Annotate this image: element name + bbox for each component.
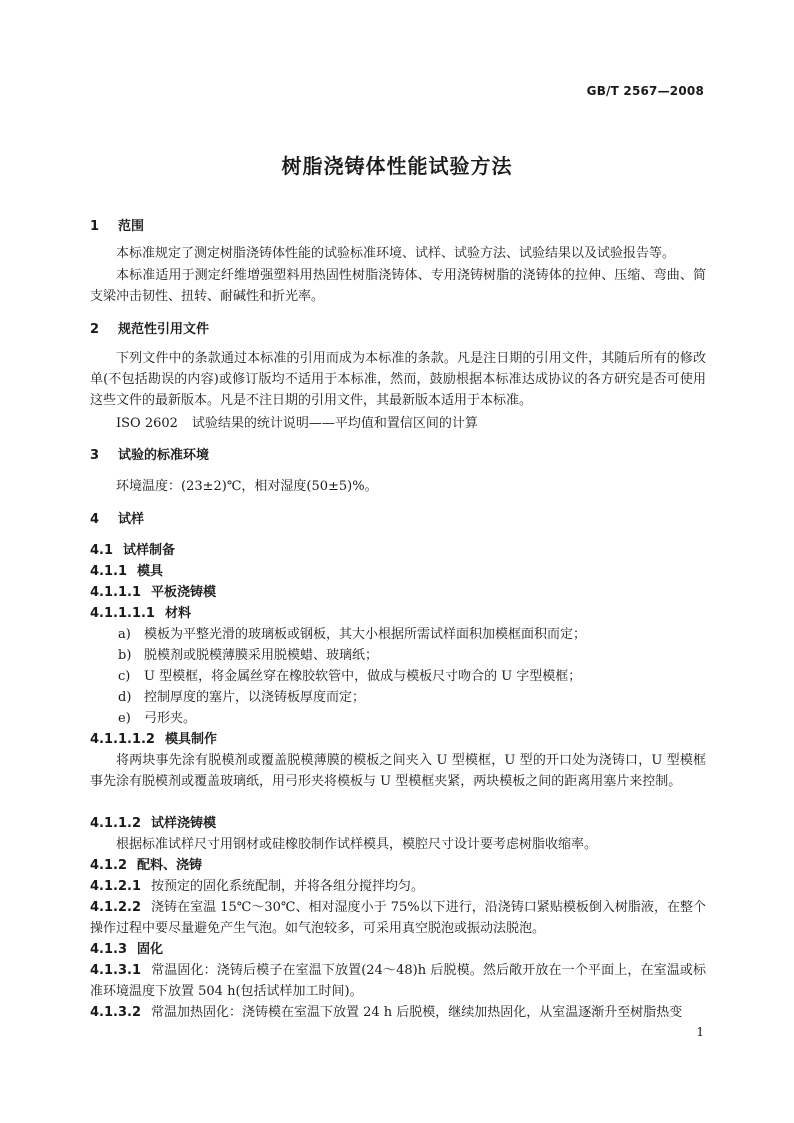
clause-number: 4.1.3.2 (90, 1005, 141, 1020)
clause-title: 配料、浇铸 (137, 858, 203, 873)
list-text: U 型模框，将金属丝穿在橡胶软管中，做成与模板尺寸吻合的 U 字型模框； (144, 669, 582, 684)
heading-4-1-1 (90, 561, 706, 582)
list-item (118, 708, 196, 729)
heading-4-1 (90, 540, 706, 561)
clause-4-1-2-1 (90, 876, 706, 897)
clause-number: 4.1.2.1 (90, 879, 141, 894)
heading-4-1-1-2 (90, 813, 706, 834)
list-text: 弓形夹。 (144, 711, 197, 726)
list-marker: e) (118, 711, 131, 726)
clause-number: 4.1.2.2 (90, 900, 141, 915)
section-title: 范围 (118, 219, 145, 234)
section-title: 试样 (118, 512, 145, 527)
document-title: 树脂浇铸体性能试验方法 (281, 154, 513, 178)
clause-text: 常温固化：浇铸后模子在室温下放置(24～48)h 后脱模。然后敞开放在一个平面上，在室温或标准环境温度下放置 504 h(包括试样加工时间)。 (90, 963, 706, 999)
section-1-para-1: 本标准规定了测定树脂浇铸体性能的试验标准环境、试样、试验方法、试验结果以及试验报告等。 (116, 246, 676, 261)
clause-text: 按预定的固化系统配制，并将各组分搅拌均匀。 (151, 879, 425, 894)
list-marker: d) (118, 690, 132, 705)
clause-text: 常温加热固化：浇铸模在室温下放置 24 h 后脱模，继续加热固化，从室温逐渐升至树脂热变 (151, 1005, 683, 1020)
heading-4-1-1-1-2 (90, 729, 706, 750)
section-1-para-2: 本标准适用于测定纤维增强塑料用热固性树脂浇铸体、专用浇铸树脂的浇铸体的拉伸、压缩、弯曲、简支梁冲击韧性、扭转、耐碱性和折光率。 (90, 268, 706, 304)
sample-mold-para: 根据标准试样尺寸用钢材或硅橡胶制作试样模具，模腔尺寸设计要考虑树脂收缩率。 (116, 837, 598, 852)
standard-number: GB/T 2567—2008 (586, 84, 704, 98)
section-number: 3 (90, 448, 100, 463)
clause-number: 4.1.3.1 (90, 963, 141, 978)
list-item (118, 666, 581, 687)
list-item (118, 624, 586, 645)
clause-number: 4.1.1.2 (90, 816, 141, 831)
clause-number: 4.1.1.1 (90, 585, 141, 600)
section-number: 1 (90, 219, 100, 234)
clause-number: 4.1.1.1.1 (90, 606, 155, 621)
clause-title: 模具 (137, 564, 164, 579)
list-marker: b) (118, 648, 132, 663)
section-1-heading (90, 216, 706, 237)
section-number: 2 (90, 322, 100, 337)
list-text: 脱模剂或脱模薄膜采用脱模蜡、玻璃纸； (144, 648, 379, 663)
section-3-heading (90, 445, 706, 466)
heading-4-1-3 (90, 939, 706, 960)
clause-text: 浇铸在室温 15℃～30℃、相对湿度小于 75%以下进行，沿浇铸口紧贴模板倒入树脂液，在整个操作过程中要尽量避免产生气泡。如气泡较多，可采用真空脱泡或振动法脱泡。 (90, 900, 706, 936)
list-marker: a) (118, 627, 131, 642)
section-number: 4 (90, 512, 100, 527)
list-item (118, 645, 378, 666)
clause-number: 4.1 (90, 543, 114, 558)
reference-title: 试验结果的统计说明——平均值和置信区间的计算 (191, 416, 478, 431)
clause-number: 4.1.1.1.2 (90, 732, 155, 747)
clause-4-1-3-2 (90, 1002, 706, 1023)
section-title: 试验的标准环境 (118, 448, 210, 463)
mold-making-para: 将两块事先涂有脱模剂或覆盖脱模薄膜的模板之间夹入 U 型模框，U 型的开口处为浇铸口，U 型模框事先涂有脱模剂或覆盖玻璃纸，用弓形夹将模板与 U 型模框夹紧，两块模板之间的距离用塞片来控制。 (90, 753, 706, 789)
clause-title: 固化 (137, 942, 164, 957)
normative-reference (90, 413, 706, 434)
page-number: 1 (696, 1025, 704, 1039)
clause-number: 4.1.1 (90, 564, 128, 579)
clause-4-1-3-1 (90, 960, 706, 1002)
section-3-para-1: 环境温度：(23±2)℃，相对湿度(50±5)%。 (116, 479, 378, 494)
heading-4-1-1-1 (90, 582, 706, 603)
clause-title: 模具制作 (164, 732, 217, 747)
list-text: 模板为平整光滑的玻璃板或钢板，其大小根据所需试样面积加模框面积而定； (144, 627, 587, 642)
clause-number: 4.1.3 (90, 942, 128, 957)
clause-4-1-2-2 (90, 897, 706, 939)
clause-number: 4.1.2 (90, 858, 128, 873)
heading-4-1-1-1-1 (90, 603, 706, 624)
list-text: 控制厚度的塞片，以浇铸板厚度而定； (144, 690, 366, 705)
heading-4-1-2 (90, 855, 706, 876)
section-2-heading (90, 319, 706, 340)
section-2-para-1: 下列文件中的条款通过本标准的引用而成为本标准的条款。凡是注日期的引用文件，其随后所有的修改单(不包括勘误的内容)或修订版均不适用于本标准，然而，鼓励根据本标准达成协议的各方研究是否可使用这些文件的最新版本。凡是不注日期的引用文件，其最新版本适用于本标准。 (90, 351, 706, 408)
reference-code: ISO 2602 (116, 416, 178, 431)
list-item (118, 687, 365, 708)
clause-title: 试样浇铸模 (151, 816, 217, 831)
section-4-heading (90, 509, 706, 530)
list-marker: c) (118, 669, 131, 684)
section-title: 规范性引用文件 (118, 322, 210, 337)
clause-title: 试样制备 (123, 543, 176, 558)
clause-title: 材料 (164, 606, 191, 621)
clause-title: 平板浇铸模 (151, 585, 217, 600)
